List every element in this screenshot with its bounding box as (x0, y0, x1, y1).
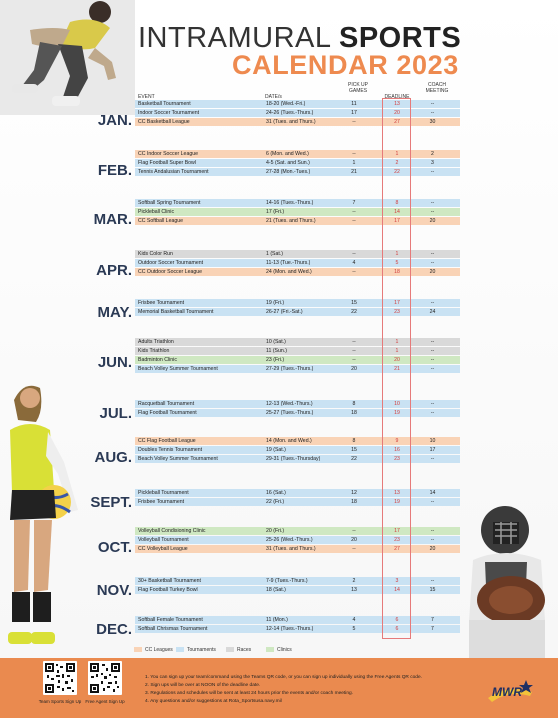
coach-meeting: -- (430, 209, 435, 215)
deadline-date: 1 (395, 339, 399, 345)
event-dates: 18 (Sat.) (266, 587, 286, 593)
pickup-games: -- (352, 269, 356, 275)
coach-meeting: 20 (429, 269, 436, 275)
event-dates: 29-31 (Tues.-Thursday) (266, 456, 321, 462)
free-agent-qr-code[interactable] (88, 661, 122, 695)
deadline-date: 20 (394, 357, 400, 363)
legend-label: CC Leagues (145, 647, 173, 653)
pickup-games: 20 (351, 537, 357, 543)
legend-item (266, 647, 292, 654)
team-sports-qr-code[interactable] (43, 661, 77, 695)
pickup-games: -- (352, 209, 356, 215)
legend-swatch (176, 647, 184, 652)
event-row (135, 527, 460, 535)
event-name: Kids Triathlon (138, 348, 170, 354)
pickup-games: 7 (352, 200, 356, 206)
event-row (135, 536, 460, 544)
deadline-date: 21 (394, 366, 400, 372)
event-dates: 12-13 (Wed.-Thurs.) (266, 401, 313, 407)
coach-meeting: -- (430, 251, 435, 257)
month-label: OCT. (97, 538, 132, 556)
event-dates: 27-28 (Mon.-Tues.) (266, 169, 311, 175)
coach-meeting: -- (430, 200, 435, 206)
event-name: Basketball Tournament (138, 101, 191, 107)
event-dates: 17 (Fri.) (266, 209, 285, 215)
event-name: Frisbee Tournament (138, 499, 185, 505)
deadline-date: 23 (394, 309, 400, 315)
legend-swatch (134, 647, 142, 652)
pickup-games: 4 (352, 260, 356, 266)
event-name: Softball Chrismas Tournament (138, 626, 208, 632)
coach-meeting: -- (430, 499, 435, 505)
event-dates: 1 (Sat.) (266, 251, 284, 257)
baseball-catcher-illustration (455, 500, 558, 658)
event-dates: 26-27 (Fri.-Sat.) (266, 309, 303, 315)
pickup-games: -- (352, 218, 356, 224)
deadline-date: 8 (395, 200, 399, 206)
pickup-games: 22 (351, 309, 357, 315)
coach-meeting: 20 (429, 546, 436, 552)
deadline-date: 1 (395, 151, 399, 157)
event-name: Flag Football Super Bowl (138, 160, 196, 166)
coach-meeting: -- (430, 537, 435, 543)
deadline-date: 5 (395, 260, 399, 266)
event-name: Badminton Clinic (138, 357, 177, 363)
deadline-date: 17 (394, 528, 400, 534)
event-dates: 11 (Mon.) (266, 617, 288, 623)
event-dates: 27-29 (Tues.-Thurs.) (266, 366, 314, 372)
deadline-date: 27 (394, 119, 400, 125)
footer-note: 4. Any questions and/or suggestions at Rota_Sportsusa.navy.mil (145, 699, 282, 704)
legend-label: Clinics (277, 647, 292, 653)
deadline-date: 10 (394, 401, 400, 407)
event-name: Flag Football Turkey Bowl (138, 587, 198, 593)
event-dates: 25-26 (Wed.-Thurs.) (266, 537, 313, 543)
deadline-date: 1 (395, 348, 399, 354)
header-coach-meeting: COACH MEETING (425, 82, 449, 94)
event-dates: 10 (Sat.) (266, 339, 286, 345)
event-row (135, 409, 460, 417)
event-row (135, 455, 460, 463)
pickup-games: 15 (351, 300, 357, 306)
event-name: Beach Volley Summer Tournament (138, 456, 218, 462)
legend-item (226, 647, 251, 654)
coach-meeting: -- (430, 366, 435, 372)
pickup-games: 2 (352, 578, 356, 584)
legend-label: Races (237, 647, 252, 653)
event-dates: 11 (Sun.) (266, 348, 287, 354)
coach-meeting: 3 (431, 160, 434, 166)
footer-notes (145, 674, 422, 706)
coach-meeting: -- (430, 339, 435, 345)
pickup-games: -- (352, 528, 356, 534)
coach-meeting: -- (430, 101, 435, 107)
pickup-games: 8 (352, 401, 356, 407)
pickup-games: 12 (351, 490, 357, 496)
deadline-date: 6 (395, 626, 399, 632)
event-row (135, 159, 460, 167)
event-dates: 16 (Sat.) (266, 490, 286, 496)
event-row (135, 118, 460, 126)
month-label: JUN. (97, 354, 132, 371)
coach-meeting: -- (430, 410, 435, 416)
month-label: AUG. (94, 448, 132, 466)
event-row (135, 545, 460, 553)
event-dates: 24-26 (Tues.-Thurs.) (266, 110, 314, 116)
event-name: Flag Football Tournament (138, 410, 197, 416)
event-dates: 24 (Mon. and Wed.) (266, 269, 312, 275)
event-name: Volleyball Condisioning Clinic (138, 528, 206, 534)
pickup-games: 20 (351, 366, 357, 372)
event-dates: 14-16 (Tues.-Thurs.) (266, 200, 314, 206)
deadline-date: 19 (394, 410, 400, 416)
pickup-games: -- (352, 546, 356, 552)
legend-swatch (266, 647, 274, 652)
event-dates: 11-13 (Tue.-Thurs.) (266, 260, 311, 266)
pickup-games: 17 (351, 110, 357, 116)
event-name: Indoor Soccer Tournament (138, 110, 200, 116)
title-word-sports: SPORTS (339, 22, 462, 54)
coach-meeting: 15 (429, 587, 436, 593)
event-row (135, 616, 460, 624)
event-row (135, 217, 460, 225)
pickup-games: -- (352, 119, 356, 125)
coach-meeting: 10 (429, 438, 436, 444)
event-name: Racquetball Tournament (138, 401, 195, 407)
month-label: DEC. (96, 621, 132, 638)
coach-meeting: 2 (431, 151, 434, 157)
deadline-date: 17 (394, 218, 400, 224)
event-row (135, 150, 460, 158)
deadline-date: 23 (394, 537, 400, 543)
event-dates: 7-9 (Tues.-Thurs.) (266, 578, 308, 584)
event-name: Tennis Andalusian Tournament (138, 169, 209, 175)
pickup-games: 13 (351, 587, 357, 593)
event-dates: 23 (Fri.) (266, 357, 285, 363)
event-row (135, 109, 460, 117)
event-dates: 19 (Fri.) (266, 300, 285, 306)
free-agent-qr-label: Free Agent Sign Up (85, 699, 125, 704)
coach-meeting: 7 (431, 617, 434, 623)
pickup-games: 18 (351, 410, 357, 416)
event-row (135, 338, 460, 346)
coach-meeting: -- (430, 528, 435, 534)
month-label: MAY. (97, 304, 132, 321)
event-dates: 31 (Tues. and Thurs.) (266, 546, 316, 552)
event-name: Softball Spring Tournament (138, 200, 201, 206)
logo-text: MWR (492, 685, 522, 699)
event-name: Pickleball Clinic (138, 209, 175, 215)
month-label: APR. (96, 261, 132, 279)
deadline-date: 18 (394, 269, 400, 275)
runner-illustration (0, 0, 135, 115)
header-event: EVENT (138, 94, 155, 100)
event-name: Kids Color Run (138, 251, 173, 257)
event-row (135, 100, 460, 108)
pickup-games: -- (352, 357, 356, 363)
event-row (135, 365, 460, 373)
deadline-date: 27 (394, 546, 400, 552)
event-row (135, 437, 460, 445)
month-label: NOV. (96, 582, 132, 599)
month-label: MAR. (93, 210, 132, 228)
pickup-games: -- (352, 251, 356, 257)
event-row (135, 308, 460, 316)
coach-meeting: -- (430, 401, 435, 407)
deadline-date: 13 (394, 101, 400, 107)
coach-meeting: 30 (429, 119, 436, 125)
pickup-games: 4 (352, 617, 356, 623)
event-dates: 6 (Mon. and Wed.) (266, 151, 309, 157)
event-name: Memorial Basketball Tournament (138, 309, 214, 315)
coach-meeting: 24 (429, 309, 436, 315)
event-row (135, 625, 460, 633)
header-deadline: DEADLINE (384, 94, 410, 100)
event-row (135, 299, 460, 307)
event-name: CC Basketball League (138, 119, 190, 125)
title-word-intramural: INTRAMURAL (138, 22, 339, 54)
event-row (135, 250, 460, 258)
event-dates: 21 (Tues. and Thurs.) (266, 218, 316, 224)
event-name: CC Indoor Soccer League (138, 151, 198, 157)
event-dates: 12-14 (Tues.-Thurs.) (266, 626, 314, 632)
deadline-date: 9 (395, 438, 399, 444)
event-dates: 31 (Tues. and Thurs.) (266, 119, 316, 125)
coach-meeting: -- (430, 300, 435, 306)
event-row (135, 259, 460, 267)
footer-note: 1. You can sign up your team/command using the Teams QR code, or you can sign up individually using the Free Agents QR code. (145, 675, 422, 680)
header-dates: DATE/s (265, 94, 282, 100)
deadline-date: 2 (395, 160, 399, 166)
event-name: CC Softball League (138, 218, 183, 224)
pickup-games: 18 (351, 499, 357, 505)
footer-note: 3. Regulations and schedules will be sent at least 24 hours prior the events and/or coach meeting. (145, 691, 353, 696)
event-dates: 14 (Mon. and Wed.) (266, 438, 312, 444)
event-row (135, 577, 460, 585)
deadline-date: 22 (394, 169, 400, 175)
legend-label: Tournaments (187, 647, 216, 653)
pickup-games: 21 (351, 169, 357, 175)
deadline-date: 1 (395, 251, 399, 257)
mwr-logo (486, 676, 536, 706)
pickup-games: -- (352, 348, 356, 354)
deadline-date: 13 (394, 490, 400, 496)
month-label: FEB. (97, 161, 132, 179)
pickup-games: -- (352, 151, 356, 157)
footer-bar (0, 658, 558, 718)
event-dates: 4-5 (Sat. and Sun.) (266, 160, 310, 166)
month-label: JAN. (97, 111, 132, 129)
deadline-column-highlight (382, 98, 411, 639)
pickup-games: -- (352, 339, 356, 345)
legend-item (134, 647, 173, 654)
coach-meeting: -- (430, 456, 435, 462)
team-sports-qr-label: Team Sports Sign Up (38, 699, 82, 704)
deadline-date: 16 (394, 447, 400, 453)
event-dates: 19 (Sat.) (266, 447, 286, 453)
event-row (135, 498, 460, 506)
event-row (135, 400, 460, 408)
event-row (135, 268, 460, 276)
header-pickup-games: PICK UP GAMES (347, 82, 368, 94)
legend-swatch (226, 647, 234, 652)
deadline-date: 6 (395, 617, 399, 623)
event-dates: 25-27 (Tues.-Thurs.) (266, 410, 314, 416)
deadline-date: 14 (394, 209, 400, 215)
event-dates: 20 (Fri.) (266, 528, 285, 534)
event-row (135, 347, 460, 355)
event-name: Volleyball Tournament (138, 537, 189, 543)
month-label: JUL. (99, 405, 132, 422)
deadline-date: 17 (394, 300, 400, 306)
event-name: CC Outdoor Soccer League (138, 269, 203, 275)
pickup-games: 22 (351, 456, 357, 462)
deadline-date: 3 (395, 578, 399, 584)
coach-meeting: 17 (429, 447, 436, 453)
pickup-games: 8 (352, 438, 356, 444)
event-name: Softball Female Tournament (138, 617, 203, 623)
event-row (135, 356, 460, 364)
pickup-games: 15 (351, 447, 357, 453)
coach-meeting: -- (430, 169, 435, 175)
event-name: Adults Triathlon (138, 339, 174, 345)
coach-meeting: 20 (429, 218, 436, 224)
coach-meeting: 14 (429, 490, 436, 496)
pickup-games: 11 (351, 101, 357, 107)
coach-meeting: -- (430, 348, 435, 354)
event-row (135, 446, 460, 454)
event-name: Pickleball Tournament (138, 490, 189, 496)
coach-meeting: 7 (431, 626, 434, 632)
event-row (135, 208, 460, 216)
event-name: Frisbee Tournament (138, 300, 185, 306)
deadline-date: 19 (394, 499, 400, 505)
event-row (135, 586, 460, 594)
event-name: CC Volleyball League (138, 546, 188, 552)
footer-note: 2. Sign ups will be over at NOON of the deadline date. (145, 683, 261, 688)
title-line-2: CALENDAR 2023 (232, 50, 459, 80)
event-name: CC Flag Football League (138, 438, 196, 444)
event-name: Beach Volley Summer Tournament (138, 366, 218, 372)
month-label: SEPT. (90, 494, 132, 511)
coach-meeting: -- (430, 110, 435, 116)
event-row (135, 199, 460, 207)
legend-item (176, 647, 216, 654)
event-name: 30+ Basketball Tournament (138, 578, 201, 584)
event-dates: 22 (Fri.) (266, 499, 285, 505)
pickup-games: 5 (352, 626, 356, 632)
event-name: Outdoor Soccer Tournament (138, 260, 204, 266)
event-name: Doubles Tennis Tournament (138, 447, 203, 453)
coach-meeting: -- (430, 260, 435, 266)
event-dates: 18-20 (Wed.-Fri.) (266, 101, 306, 107)
deadline-date: 23 (394, 456, 400, 462)
event-row (135, 489, 460, 497)
coach-meeting: -- (430, 578, 435, 584)
pickup-games: 1 (352, 160, 356, 166)
coach-meeting: -- (430, 357, 435, 363)
deadline-date: 20 (394, 110, 400, 116)
deadline-date: 14 (394, 587, 400, 593)
event-row (135, 168, 460, 176)
